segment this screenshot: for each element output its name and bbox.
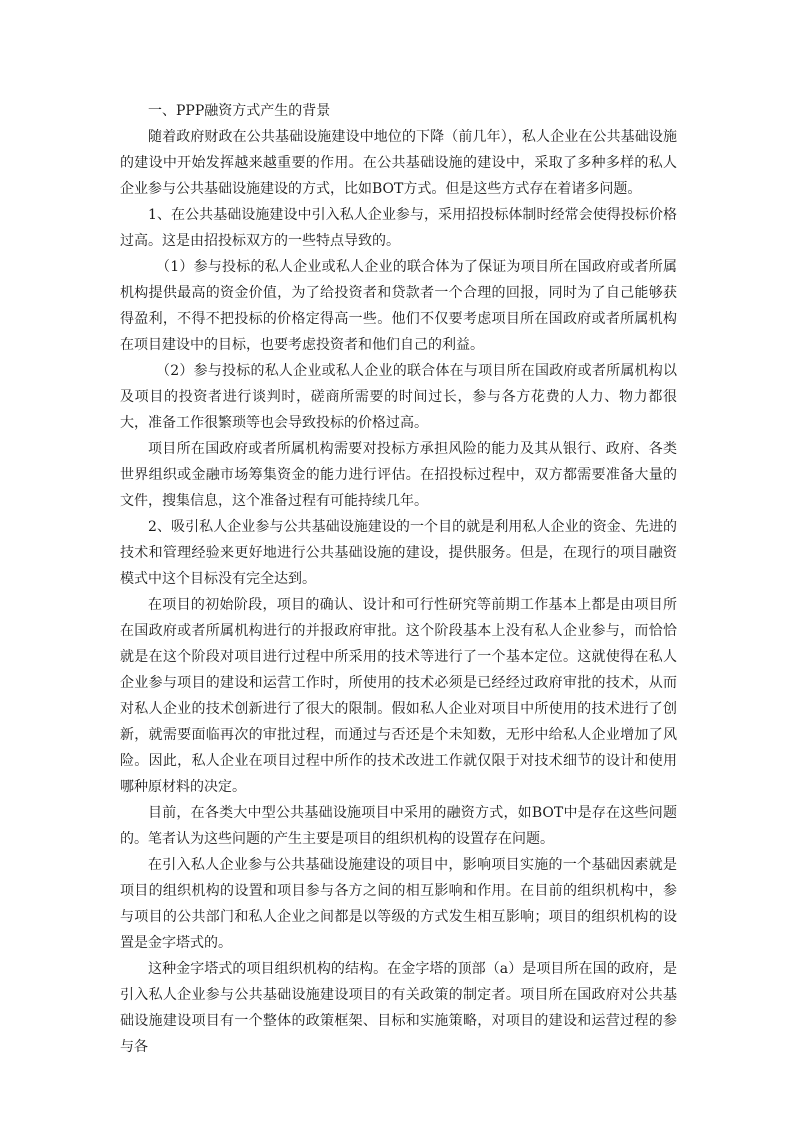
paragraph-initial-stage: 在项目的初始阶段，项目的确认、设计和可行性研究等前期工作基本上都是由项目所在国政府或者所属机构进行的并报政府审批。这个阶段基本上没有私人企业参与，而恰恰就是在这个阶段对项目进行过程中所采用的技术等进行了一个基本定位。这就使得在私人企业参与项目的建设和运营工作时，所使用的技术必须是已经经过政府审批的技术，从而对私人企业的技术创新进行了很大的限制。假如私人企业对项目中所使用的技术进行了创新，就需要面临再次的审批过程，而通过与否还是个未知数，无形中给私人企业增加了风险。因此，私人企业在项目过程中所作的技术改进工作就仅限于对技术细节的设计和使用哪种原材料的决定。 <box>120 597 677 795</box>
paragraph-organization: 在引入私人企业参与公共基础设施建设的项目中，影响项目实施的一个基础因素就是项目的组织机构的设置和项目参与各方之间的相互影响和作用。在目前的组织机构中，参与项目的公共部门和私人企业之间都是以等级的方式发生相互影响；项目的组织机构的设置是金字塔式的。 <box>120 857 677 951</box>
paragraph-point-1-sub-2: （2）参与投标的私人企业或私人企业的联合体在与项目所在国政府或者所属机构以及项目的投资者进行谈判时，磋商所需要的时间过长，参与各方花费的人力、物力都很大，准备工作很繁琐等也会导致投标的价格过高。 <box>120 363 677 431</box>
paragraph-background: 随着政府财政在公共基础设施建设中地位的下降（前几年），私人企业在公共基础设施的建设中开始发挥越来越重要的作用。在公共基础设施的建设中，采取了多种多样的私人企业参与公共基础设施建设的方式，比如BOT方式。但是这些方式存在着诸多问题。 <box>120 129 677 197</box>
paragraph-point-2: 2、吸引私人企业参与公共基础设施建设的一个目的就是利用私人企业的资金、先进的技术和管理经验来更好地进行公共基础设施的建设，提供服务。但是，在现行的项目融资模式中这个目标没有完全达到。 <box>120 519 677 587</box>
paragraph-evaluation: 项目所在国政府或者所属机构需要对投标方承担风险的能力及其从银行、政府、各类世界组织或金融市场筹集资金的能力进行评估。在招投标过程中，双方都需要准备大量的文件，搜集信息，这个准备过程有可能持续几年。 <box>120 441 677 509</box>
paragraph-point-1-sub-1: （1）参与投标的私人企业或私人企业的联合体为了保证为项目所在国政府或者所属机构提供最高的资金价值，为了给投资者和贷款者一个合理的回报，同时为了自己能够获得盈利，不得不把投标的价格定得高一些。他们不仅要考虑项目所在国政府或者所属机构在项目建设中的目标，也要考虑投资者和他们自己的利益。 <box>120 259 677 353</box>
paragraph-pyramid: 这种金字塔式的项目组织机构的结构。在金字塔的顶部（a）是项目所在国的政府，是引入私人企业参与公共基础设施建设项目的有关政策的制定者。项目所在国政府对公共基础设施建设项目有一个整体的政策框架、目标和实施策略，对项目的建设和运营过程的参与各 <box>120 961 677 1055</box>
section-heading: 一、PPP融资方式产生的背景 <box>148 103 331 119</box>
document-page <box>120 98 677 1060</box>
paragraph-current-problems: 目前，在各类大中型公共基础设施项目中采用的融资方式，如BOT中是存在这些问题的。笔者认为这些问题的产生主要是项目的组织机构的设置存在问题。 <box>120 805 677 847</box>
paragraph-point-1: 1、在公共基础设施建设中引入私人企业参与，采用招投标体制时经常会使得投标价格过高。这是由招投标双方的一些特点导致的。 <box>120 207 677 249</box>
